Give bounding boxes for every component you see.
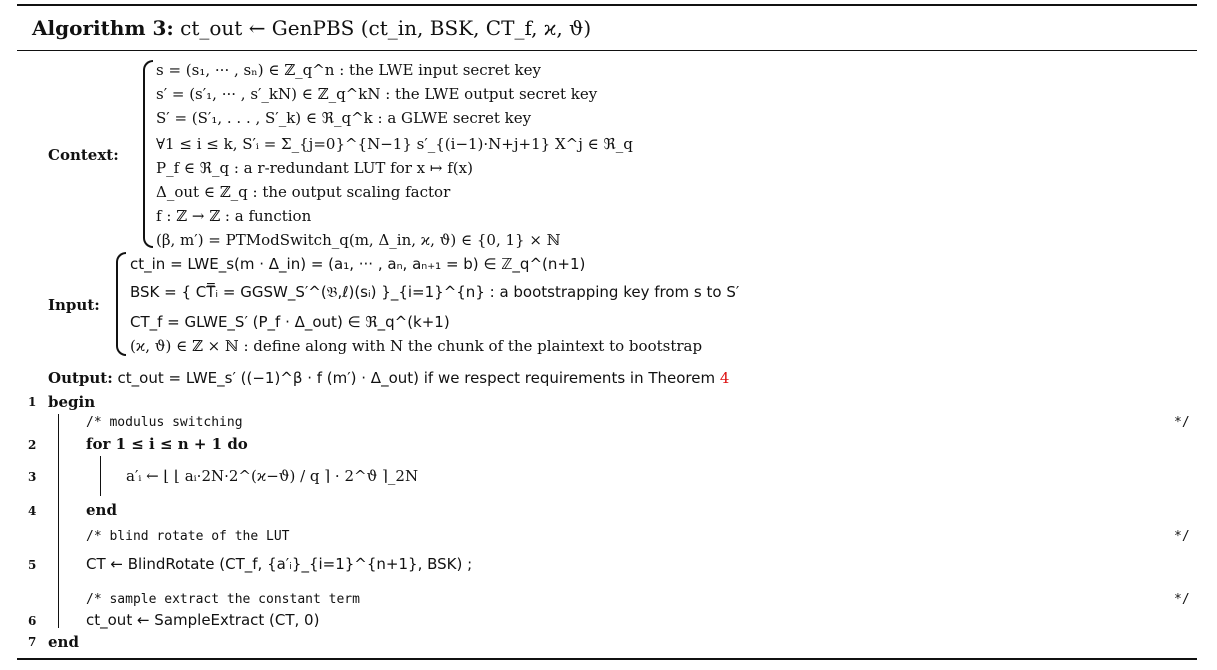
line-number-6: 6 xyxy=(28,614,37,628)
input-line-1: ct_in = LWE_s(m · Δ_in) = (a₁, ··· , aₙ, aₙ₊₁ = b) ∈ ℤ_q^(n+1) xyxy=(130,255,586,273)
line-number-7: 7 xyxy=(28,635,37,649)
input-brace xyxy=(116,252,126,356)
context-line-8: (β, m′) = PTModSwitch_q(m, Δ_in, ϰ, ϑ) ∈ {0, 1} × ℕ xyxy=(156,231,561,249)
algorithm-title-prefix: Algorithm 3: xyxy=(32,16,174,40)
comment-modulus-switching: /* modulus switching xyxy=(86,415,243,430)
output-label: Output: xyxy=(48,369,113,387)
comment-end-3: */ xyxy=(1174,592,1190,607)
input-line-2: BSK = { CT̿ᵢ = GGSW_S′^(𝔅,ℓ)(sᵢ) }_{i=1}^{n} : a bootstrapping key from s to S′ xyxy=(130,283,740,301)
context-line-7: f : ℤ → ℤ : a function xyxy=(156,207,312,225)
blind-rotate-step: CT ← BlindRotate (CT_f, {a′ᵢ}_{i=1}^{n+1}, BSK) ; xyxy=(86,555,473,573)
comment-end-1: */ xyxy=(1174,415,1190,430)
title-rule xyxy=(17,50,1197,51)
end-keyword: end xyxy=(48,633,79,651)
line-number-4: 4 xyxy=(28,504,37,518)
context-brace xyxy=(143,60,153,248)
output-text: ct_out = LWE_s′ ((−1)^β · f (m′) · Δ_out) if we respect requirements in Theorem xyxy=(117,369,716,387)
line-number-2: 2 xyxy=(28,438,37,452)
end-for-keyword: end xyxy=(86,501,117,519)
context-line-6: Δ_out ∈ ℤ_q : the output scaling factor xyxy=(156,183,451,201)
for-block-bar xyxy=(100,456,101,496)
comment-end-2: */ xyxy=(1174,529,1190,544)
comment-sample-extract: /* sample extract the constant term xyxy=(86,592,360,607)
line-number-3: 3 xyxy=(28,470,37,484)
assign-step: a′ᵢ ← ⌊ ⌊ aᵢ·2N·2^(ϰ−ϑ) / q ⌉ · 2^ϑ ⌉_2N xyxy=(126,467,419,485)
context-line-3: S′ = (S′₁, . . . , S′_k) ∈ ℜ_q^k : a GLWE secret key xyxy=(156,109,532,127)
line-number-1: 1 xyxy=(28,395,37,409)
begin-block-bar xyxy=(58,414,59,628)
context-line-1: s = (s₁, ··· , sₙ) ∈ ℤ_q^n : the LWE input secret key xyxy=(156,61,541,79)
input-line-4: (ϰ, ϑ) ∈ ℤ × ℕ : define along with N the chunk of the plaintext to bootstrap xyxy=(130,337,703,355)
output-line xyxy=(48,368,729,388)
algorithm-signature: ct_out ← GenPBS (ct_in, BSK, CT_f, ϰ, ϑ) xyxy=(180,16,592,40)
bottom-rule xyxy=(17,658,1197,660)
input-line-3: CT_f = GLWE_S′ (P_f · Δ_out) ∈ ℜ_q^(k+1) xyxy=(130,313,450,331)
context-label: Context: xyxy=(48,146,119,164)
context-line-5: P_f ∈ ℜ_q : a r-redundant LUT for x ↦ f(x) xyxy=(156,159,473,177)
begin-keyword: begin xyxy=(48,393,96,411)
context-line-2: s′ = (s′₁, ··· , s′_kN) ∈ ℤ_q^kN : the LWE output secret key xyxy=(156,85,598,103)
sample-extract-step: ct_out ← SampleExtract (CT, 0) xyxy=(86,611,320,629)
comment-blind-rotate: /* blind rotate of the LUT xyxy=(86,529,290,544)
for-loop: for 1 ≤ i ≤ n + 1 do xyxy=(86,435,248,453)
line-number-5: 5 xyxy=(28,558,37,572)
theorem-reference: 4 xyxy=(719,369,730,387)
algorithm-title xyxy=(32,16,591,40)
context-line-4: ∀1 ≤ i ≤ k, S′ᵢ = Σ_{j=0}^{N−1} s′_{(i−1)·N+j+1} X^j ∈ ℜ_q xyxy=(156,135,633,153)
input-label: Input: xyxy=(48,296,100,314)
top-rule xyxy=(17,4,1197,6)
